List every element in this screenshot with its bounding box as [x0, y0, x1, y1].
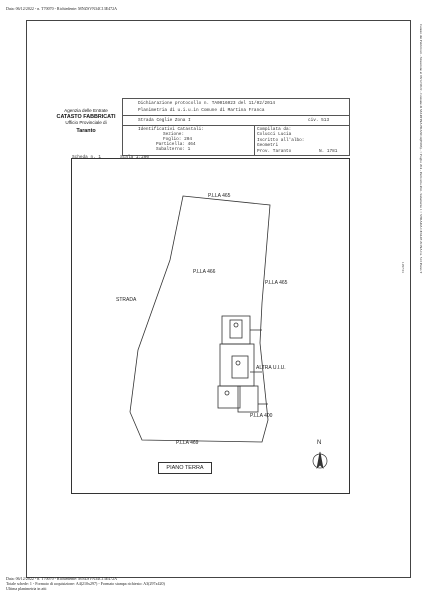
parcel-field: Particella: 464: [156, 142, 196, 147]
top-stamp: Data: 06/12/2022 - n. T70070 - Richiedente: MNZSVN34C13E472A: [6, 6, 118, 11]
label-parcel-469: P.LLA 469: [176, 440, 199, 446]
label-parcel-465-right: P.LLA 465: [265, 280, 288, 286]
side-code: 1297 01: [401, 262, 405, 274]
identifiers-title: Identificativi Catastali:: [138, 127, 204, 132]
province-field: Prov. Taranto: [257, 149, 292, 154]
agency-department: CATASTO FABBRICATI: [56, 114, 116, 120]
registered-board: Geometri: [257, 143, 279, 148]
bottom-stamp-line-2: Totale schede: 1 - Formato di acquisizione: A4(210x297) - Formato stampa richiesto: A3(297x420): [6, 581, 165, 586]
label-parcel-465-top: P.LLA 465: [208, 193, 231, 199]
agency-office: Ufficio Provinciale di: [65, 120, 107, 125]
bottom-stamp-line-1: Data: 06/12/2022 - n. T70070 - Richiedente: MNZSVN34C13E472A: [6, 576, 118, 581]
compiled-by-name: Colucci Lucia: [257, 132, 292, 137]
registered-title: Iscritto all'albo:: [257, 138, 305, 143]
scale: Scala 1:200: [120, 155, 149, 160]
agency-name: Agenzia delle Entrate: [64, 108, 108, 113]
agency-city: Taranto: [76, 128, 96, 134]
compiled-by-title: Compilata da:: [257, 127, 292, 132]
registration-number: N. 1781: [319, 149, 338, 154]
section-field: Sezione:: [163, 132, 185, 137]
bottom-stamp: [6, 576, 306, 591]
label-road: STRADA: [116, 297, 137, 303]
label-parcel-466: P.LLA 466: [193, 269, 216, 275]
bottom-stamp-line-3: Ultima planimetria in atti: [6, 586, 47, 591]
plan-municipality: Planimetria di u.i.u.in Comune di Martina Franca: [138, 108, 265, 113]
floor-label: PIANO TERRA: [158, 462, 212, 474]
sheet-field: Foglio: 204: [163, 137, 192, 142]
civic-number: civ. 513: [308, 118, 330, 123]
north-label: N: [317, 440, 322, 446]
label-parcel-400: P.LLA 400: [250, 413, 273, 419]
label-other-unit: ALTRA U.I.U.: [256, 365, 286, 371]
subunit-field: Subalterno: 1: [156, 147, 191, 152]
side-cadastral-info: Catasto dei Fabbricati - Situazione al 06/12/2022 - Comune di MARTINA FRANCA(E986) - < Foglio 204 - Particella 464 - Subalterno 1 > STRADA CEGLIE ZONA I n. 513 Piano T: [419, 24, 423, 274]
street-address: Strada Ceglie Zona I: [138, 118, 191, 123]
sheet-number: Scheda n. 1: [72, 155, 101, 160]
north-arrow-icon: [313, 452, 327, 468]
declaration-protocol: Dichiarazione protocollo n. TA0016023 del 11/02/2014: [138, 101, 276, 106]
